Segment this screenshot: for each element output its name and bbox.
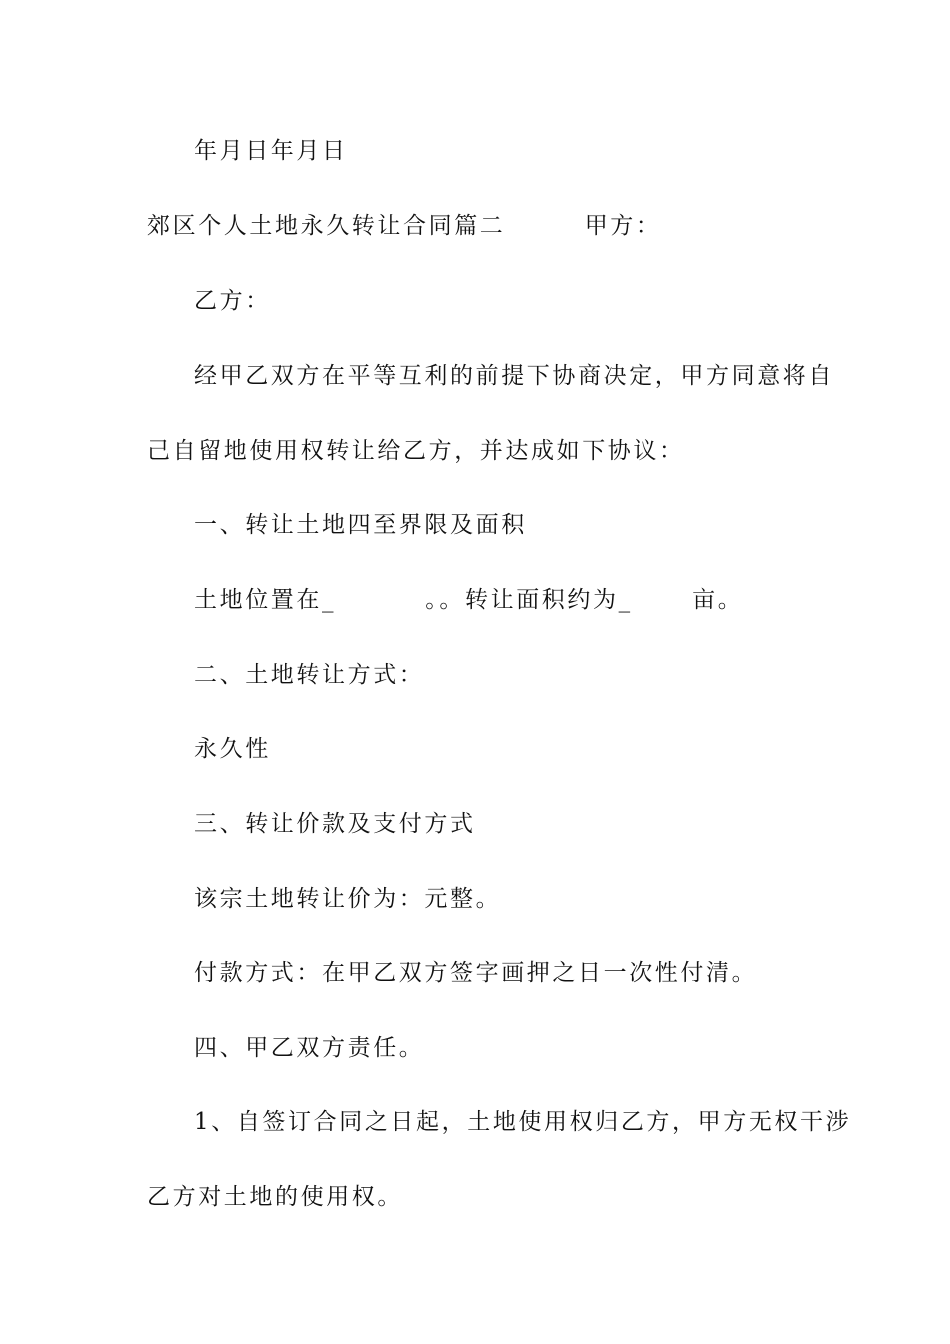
contract-title-line: 郊区个人土地永久转让合同篇二 甲方：: [147, 213, 662, 239]
clause-1-line-1: 1、自签订合同之日起，土地使用权归乙方，甲方无权干涉: [194, 1109, 852, 1135]
section-2-heading: 二、土地转让方式：: [194, 662, 425, 688]
party-b-line: 乙方：: [194, 288, 271, 314]
clause-1-line-2: 乙方对土地的使用权。: [147, 1184, 403, 1210]
price-line: 该宗土地转让价为：元整。: [194, 886, 502, 912]
land-location-line: 土地位置在_ 。。转让面积约为_ 亩。: [194, 587, 744, 613]
date-line: 年月日年月日: [194, 138, 348, 164]
preamble-line-1: 经甲乙双方在平等互利的前提下协商决定，甲方同意将自: [194, 363, 834, 389]
section-4-heading: 四、甲乙双方责任。: [194, 1035, 425, 1061]
transfer-method-line: 永久性: [194, 736, 271, 762]
section-1-heading: 一、转让土地四至界限及面积: [194, 512, 527, 538]
preamble-line-2: 己自留地使用权转让给乙方，并达成如下协议：: [147, 438, 685, 464]
payment-method-line: 付款方式：在甲乙双方签字画押之日一次性付清。: [194, 960, 758, 986]
section-3-heading: 三、转让价款及支付方式: [194, 811, 476, 837]
